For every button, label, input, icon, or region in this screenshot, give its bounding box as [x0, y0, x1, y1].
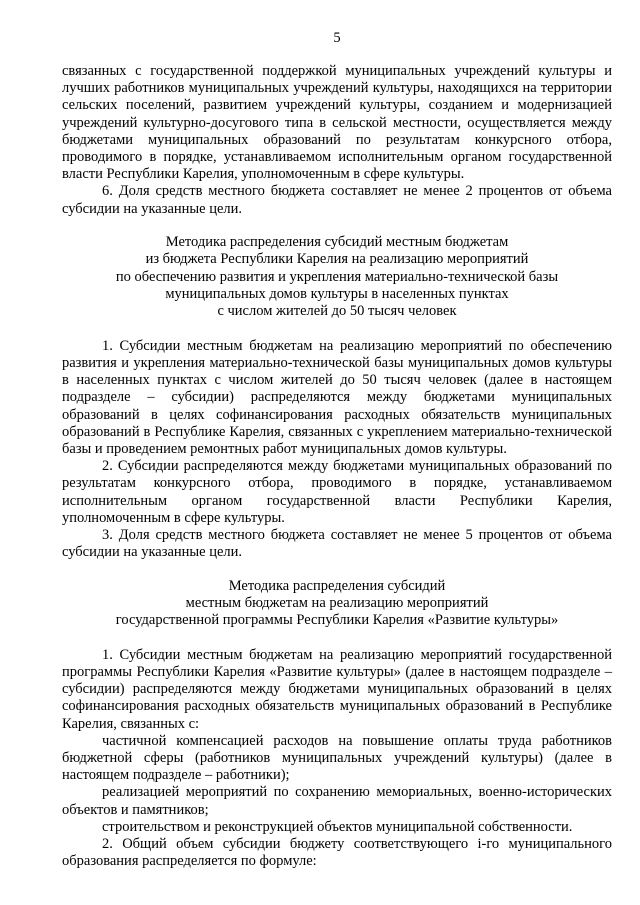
- section-2-heading: [62, 578, 612, 630]
- section-1-item-1: 1. Субсидии местным бюджетам на реализацию мероприятий по обеспечению развития и укрепления материально-технической базы муниципальных домов культуры в населенных пунктах с числом жителей до 50 тысяч человек (далее в настоящем подразделе – субсидии) распределяются между бюджетами муниципальных образований в целях софинансирования расходных обязательств муниципальных образований в Республике Карелия, связанных с укреплением материально-технической базы и проведением ремонтных работ муниципальных домов культуры.: [62, 337, 612, 458]
- section-1-item-2: 2. Субсидии распределяются между бюджетами муниципальных образований по результатам конкурсного отбора, проводимого в порядке, устанавливаемом исполнительным органом государственной власти Республики Карелия, уполномоченным в сфере культуры.: [62, 458, 612, 526]
- section-1-heading-line: с числом жителей до 50 тысяч человек: [217, 303, 457, 320]
- section-1-heading: [62, 234, 612, 321]
- section-1-item-3: 3. Доля средств местного бюджета составляет не менее 5 процентов от объема субсидии на указанные цели.: [62, 527, 612, 561]
- section-1-heading-line: по обеспечению развития и укрепления материально-технической базы: [115, 268, 559, 285]
- section-1-heading-line: из бюджета Республики Карелия на реализацию мероприятий: [145, 251, 529, 268]
- document-page: [62, 0, 612, 870]
- intro-item-6: 6. Доля средств местного бюджета составляет не менее 2 процентов от объема субсидии на указанные цели.: [62, 183, 612, 217]
- section-1-heading-line: муниципальных домов культуры в населенных пунктах: [165, 286, 509, 303]
- section-1-heading-line: Методика распределения субсидий местным бюджетам: [165, 233, 509, 250]
- section-2-heading-line: Методика распределения субсидий: [228, 577, 446, 594]
- intro-continuation-paragraph: связанных с государственной поддержкой муниципальных учреждений культуры и лучших работников муниципальных учреждений культуры, находящихся на территории сельских поселений, развитием учреждений культуры, созданием и модернизацией учреждений культурно-досугового типа в сельской местности, осуществляется между бюджетами муниципальных образований по результатам конкурсного отбора, проводимого в порядке, устанавливаемом исполнительным органом государственной власти Республики Карелия, уполномоченным в сфере культуры.: [62, 63, 612, 183]
- section-2-item-1: 1. Субсидии местным бюджетам на реализацию мероприятий государственной программы Республики Карелия «Развитие культуры» (далее в настоящем подразделе – субсидии) распределяются между бюджетами муниципальных образований в целях софинансирования расходных обязательств муниципальных образований в Республике Карелия, связанных с:: [62, 646, 612, 732]
- section-2-item-2: 2. Общий объем субсидии бюджету соответствующего i-го муниципального образования распределяется по формуле:: [62, 835, 612, 870]
- section-2-subitem-construction: строительством и реконструкцией объектов муниципальной собственности.: [102, 818, 573, 835]
- page-number: 5: [333, 30, 341, 46]
- section-2-heading-line: местным бюджетам на реализацию мероприятий: [185, 594, 489, 611]
- section-2-heading-line: государственной программы Республики Карелия «Развитие культуры»: [115, 612, 559, 629]
- section-2-subitem-wages: частичной компенсацией расходов на повышение оплаты труда работников бюджетной сферы (работников муниципальных учреждений культуры) (далее в настоящем подразделе – работники);: [62, 732, 612, 784]
- section-2-subitem-memorials: реализацией мероприятий по сохранению мемориальных, военно-исторических объектов и памятников;: [62, 784, 612, 818]
